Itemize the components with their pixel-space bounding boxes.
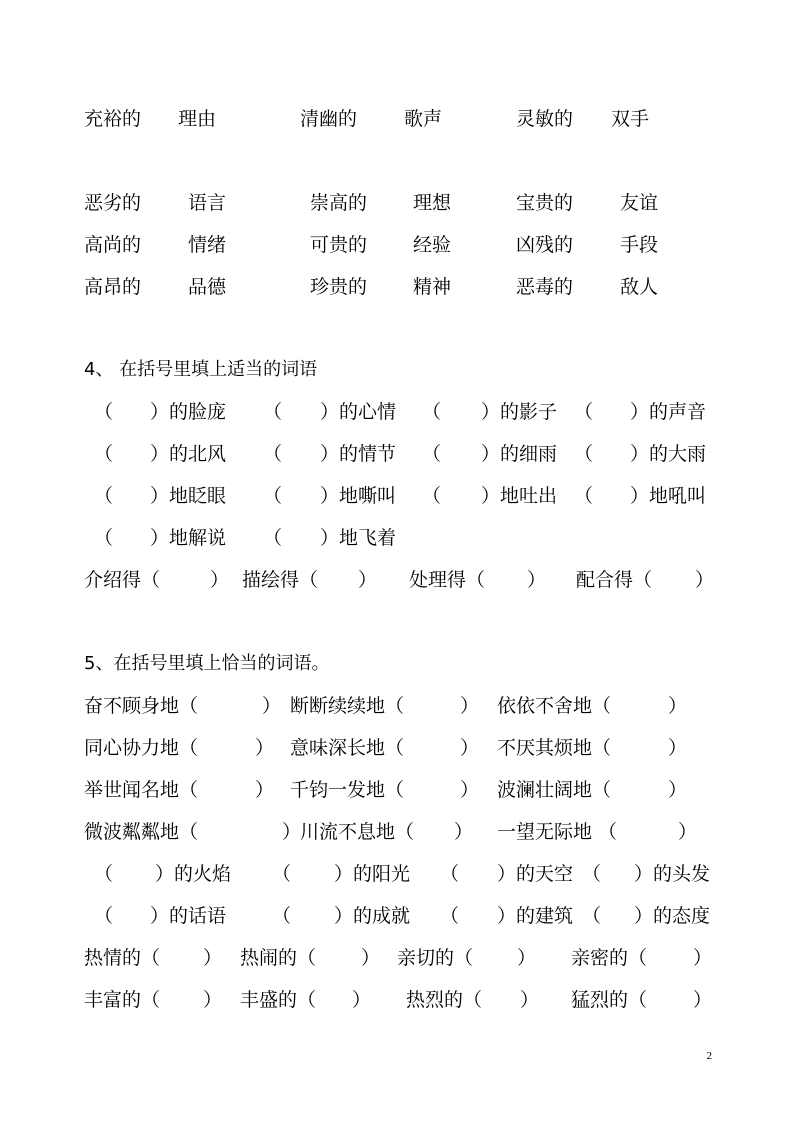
- text-segment: ）: [668, 779, 688, 801]
- text-segment: 热烈的（: [406, 989, 483, 1011]
- text-segment: 珍贵的: [310, 276, 368, 298]
- text-segment: 热情的（: [84, 947, 161, 969]
- text-segment: 亲切的（: [397, 947, 474, 969]
- text-segment: 同心协力地（: [84, 737, 199, 759]
- text-segment: 断断续续地（: [290, 695, 405, 717]
- text-segment: ）的细雨: [481, 443, 558, 465]
- text-segment: 猛烈的（: [571, 989, 648, 1011]
- text-segment: （: [263, 443, 283, 465]
- text-segment: （: [94, 401, 114, 423]
- text-segment: 不厌其烦地（: [497, 737, 612, 759]
- text-segment: 意味深长地（: [290, 737, 405, 759]
- text-segment: ）: [203, 947, 223, 969]
- text-segment: （: [263, 485, 283, 507]
- text-segment: 友谊: [620, 192, 659, 214]
- text-segment: 理想: [413, 192, 452, 214]
- text-segment: ）的天空: [497, 863, 574, 885]
- text-segment: ）: [255, 779, 275, 801]
- text-segment: ）的北风: [150, 443, 227, 465]
- text-segment: ）: [693, 989, 713, 1011]
- text-segment: ）: [517, 947, 537, 969]
- text-segment: 情绪: [188, 234, 227, 256]
- text-segment: 热闹的（: [240, 947, 317, 969]
- text-segment: ）: [358, 569, 378, 591]
- text-segment: ）: [520, 989, 540, 1011]
- text-segment: ）: [678, 821, 698, 843]
- text-segment: （: [574, 443, 594, 465]
- text-segment: （: [422, 401, 442, 423]
- text-segment: ）: [352, 989, 372, 1011]
- text-segment: ）地吐出: [481, 485, 558, 507]
- text-segment: 经验: [413, 234, 452, 256]
- text-segment: 配合得（: [576, 569, 653, 591]
- text-segment: 宝贵的: [516, 192, 574, 214]
- text-segment: ）: [460, 737, 480, 759]
- text-segment: （: [94, 485, 114, 507]
- text-segment: ）的影子: [481, 401, 558, 423]
- text-segment: 手段: [620, 234, 659, 256]
- text-segment: 充裕的: [84, 108, 142, 130]
- text-segment: （: [263, 527, 283, 549]
- text-segment: ）的声音: [630, 401, 707, 423]
- text-segment: 品德: [188, 276, 227, 298]
- text-segment: ）: [255, 737, 275, 759]
- text-segment: ）: [695, 569, 715, 591]
- text-segment: ）的脸庞: [150, 401, 227, 423]
- text-segment: ）的态度: [634, 905, 711, 927]
- text-segment: 双手: [611, 108, 650, 130]
- text-segment: ）: [668, 695, 688, 717]
- text-segment: （: [94, 527, 114, 549]
- text-segment: 恶毒的: [516, 276, 574, 298]
- text-segment: ）地嘶叫: [320, 485, 397, 507]
- text-segment: 介绍得（: [84, 569, 161, 591]
- text-segment: 奋不顾身地（: [84, 695, 199, 717]
- text-segment: （: [94, 443, 114, 465]
- text-segment: 高尚的: [84, 234, 142, 256]
- text-segment: 恶劣的: [84, 192, 142, 214]
- text-segment: ）: [210, 569, 230, 591]
- text-segment: 5、在括号里填上恰当的词语。: [84, 653, 330, 674]
- text-segment: ）: [460, 695, 480, 717]
- text-segment: （: [272, 905, 292, 927]
- text-segment: ）的火焰: [155, 863, 232, 885]
- text-segment: 亲密的（: [571, 947, 648, 969]
- text-segment: ）的情节: [320, 443, 397, 465]
- text-segment: 千钧一发地（: [290, 779, 405, 801]
- text-segment: 川流不息地（: [300, 821, 415, 843]
- text-segment: 丰盛的（: [240, 989, 317, 1011]
- text-segment: 4、 在括号里填上适当的词语: [84, 359, 318, 380]
- text-segment: （: [440, 863, 460, 885]
- text-segment: 波澜壮阔地（: [497, 779, 612, 801]
- text-segment: （: [440, 905, 460, 927]
- text-segment: 丰富的（: [84, 989, 161, 1011]
- text-segment: ）: [361, 947, 381, 969]
- text-segment: 高昂的: [84, 276, 142, 298]
- page-number: 2: [706, 1050, 712, 1062]
- text-segment: 精神: [413, 276, 452, 298]
- text-segment: 歌声: [404, 108, 443, 130]
- text-segment: 可贵的: [310, 234, 368, 256]
- text-segment: ）的大雨: [630, 443, 707, 465]
- text-segment: （: [94, 905, 114, 927]
- text-segment: 崇高的: [310, 192, 368, 214]
- text-segment: （: [582, 905, 602, 927]
- text-segment: （: [263, 401, 283, 423]
- text-segment: （: [582, 863, 602, 885]
- text-segment: ）地飞着: [320, 527, 397, 549]
- text-segment: 描绘得（: [242, 569, 319, 591]
- text-segment: ）的阳光: [334, 863, 411, 885]
- text-segment: 依依不舍地（: [497, 695, 612, 717]
- text-segment: ）地解说: [150, 527, 227, 549]
- text-segment: ）: [262, 695, 282, 717]
- text-segment: ）的话语: [150, 905, 227, 927]
- text-segment: ）: [460, 779, 480, 801]
- text-segment: 处理得（: [409, 569, 486, 591]
- text-segment: （: [422, 443, 442, 465]
- text-segment: ）: [454, 821, 474, 843]
- text-segment: 理由: [178, 108, 217, 130]
- text-segment: ）地眨眼: [150, 485, 227, 507]
- text-segment: 清幽的: [300, 108, 358, 130]
- text-segment: （: [574, 401, 594, 423]
- text-segment: ）: [668, 737, 688, 759]
- text-segment: 一望无际地 （: [497, 821, 618, 843]
- text-segment: 凶残的: [516, 234, 574, 256]
- text-segment: ）: [693, 947, 713, 969]
- text-segment: 语言: [188, 192, 227, 214]
- text-segment: ）的头发: [634, 863, 711, 885]
- text-segment: ）: [527, 569, 547, 591]
- text-segment: ）的成就: [334, 905, 411, 927]
- text-segment: （: [272, 863, 292, 885]
- text-segment: 举世闻名地（: [84, 779, 199, 801]
- text-segment: ）的心情: [320, 401, 397, 423]
- text-segment: 敌人: [620, 276, 659, 298]
- text-segment: （: [422, 485, 442, 507]
- text-segment: ）地吼叫: [630, 485, 707, 507]
- text-segment: 微波粼粼地（: [84, 821, 199, 843]
- text-segment: ）: [203, 989, 223, 1011]
- text-segment: ）的建筑: [497, 905, 574, 927]
- text-segment: 灵敏的: [516, 108, 574, 130]
- text-segment: （: [574, 485, 594, 507]
- text-segment: （: [94, 863, 114, 885]
- text-segment: ）: [282, 821, 302, 843]
